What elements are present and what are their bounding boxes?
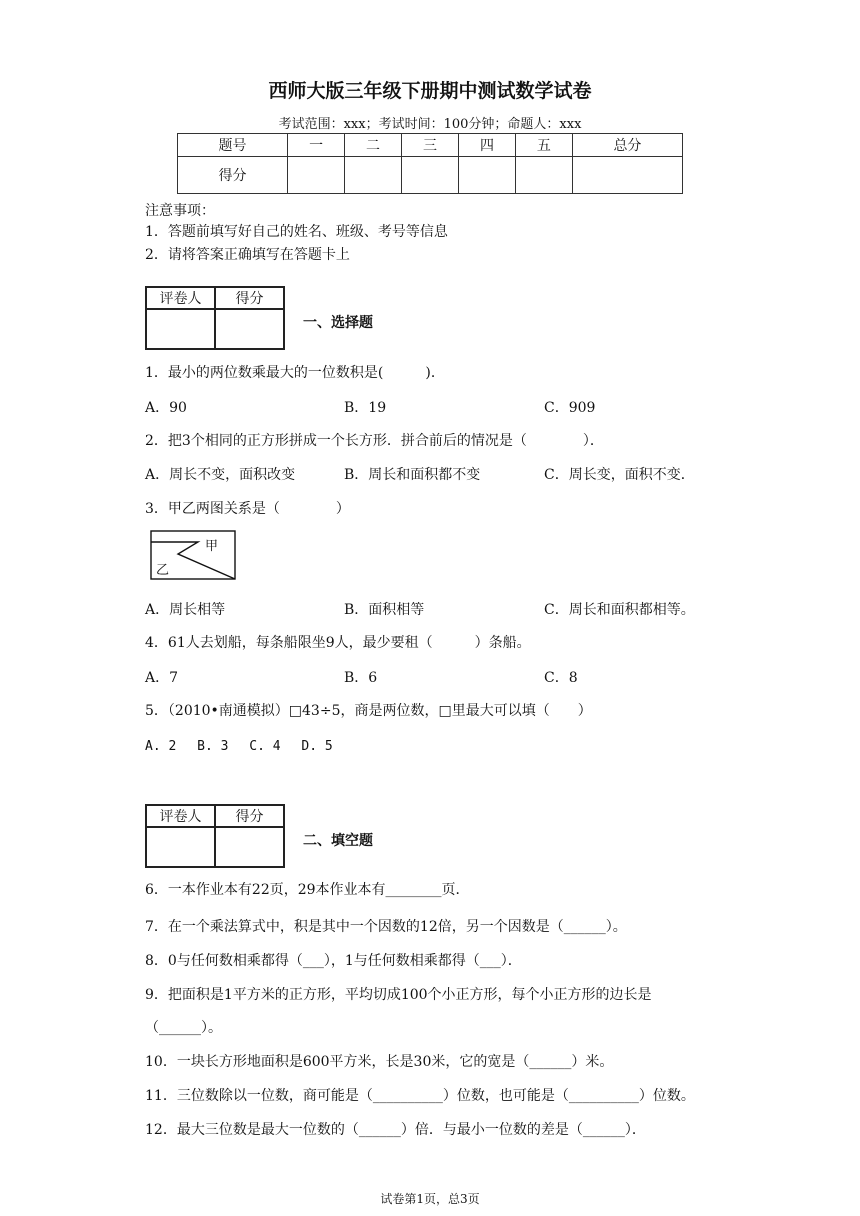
exam-subtitle: 考试范围：xxx；考试时间：100分钟；命题人：xxx (278, 117, 582, 132)
question-12: 12．最大三位数是最大一位数的（______）倍．与最小一位数的差是（______）． (145, 1122, 646, 1138)
score-header-cell: 二 (345, 134, 402, 157)
question-1: 1．最小的两位数乘最大的一位数积是( )． (145, 365, 445, 381)
grader-score-cell[interactable] (215, 827, 284, 867)
grader-name-cell[interactable] (146, 827, 215, 867)
score-table-score-row (178, 157, 683, 194)
question-4: 4．61人去划船，每条船限坐9人，最少要租（ ）条船。 (145, 635, 531, 651)
grader-box (145, 286, 285, 350)
section-title: 一、选择题 (303, 315, 373, 331)
score-cell[interactable] (345, 157, 402, 194)
question-5-options[interactable]: A. 2 B. 3 C. 4 D. 5 (145, 739, 333, 754)
score-table-header-row (178, 134, 683, 157)
question-6: 6．一本作业本有22页，29本作业本有________页． (145, 882, 470, 898)
score-cell[interactable] (572, 157, 682, 194)
question-2: 2．把3个相同的正方形拼成一个长方形．拼合前后的情况是（ ）． (145, 433, 604, 449)
option-a[interactable]: A．周长不变，面积改变 (145, 467, 296, 483)
question-9-continued: （______）。 (145, 1020, 222, 1036)
section-title: 二、填空题 (303, 833, 373, 849)
score-cell[interactable] (402, 157, 459, 194)
notes-heading: 注意事项： (145, 203, 215, 219)
question-9: 9．把面积是1平方米的正方形，平均切成100个小正方形，每个小正方形的边长是 (145, 987, 652, 1003)
option-a[interactable]: A．7 (145, 670, 179, 686)
option-b[interactable]: B．6 (344, 670, 378, 686)
note-item: 2．请将答案正确填写在答题卡上 (145, 247, 350, 263)
score-cell[interactable] (288, 157, 345, 194)
question-3: 3．甲乙两图关系是（ ） (145, 501, 350, 517)
grader-score-label: 得分 (215, 287, 284, 309)
score-header-cell: 四 (458, 134, 515, 157)
score-cell[interactable] (515, 157, 572, 194)
option-b[interactable]: B．19 (344, 400, 387, 416)
option-b[interactable]: B．周长和面积都不变 (344, 467, 481, 483)
score-row-label: 得分 (178, 157, 288, 194)
note-item: 1．答题前填写好自己的姓名、班级、考号等信息 (145, 224, 448, 240)
option-c[interactable]: C．8 (544, 670, 578, 686)
score-header-cell: 一 (288, 134, 345, 157)
figure-label-jia: 甲 (205, 539, 219, 554)
question-10: 10．一块长方形地面积是600平方米，长是30米，它的宽是（______）米。 (145, 1054, 614, 1070)
grader-box (145, 804, 285, 868)
option-a[interactable]: A．90 (145, 400, 187, 416)
score-table (177, 133, 683, 194)
score-cell[interactable] (458, 157, 515, 194)
option-c[interactable]: C．909 (544, 400, 596, 416)
question-5: 5．（2010•南通模拟）□43÷5，商是两位数，□里最大可以填（ ） (145, 703, 592, 719)
exam-title: 西师大版三年级下册期中测试数学试卷 (268, 80, 592, 102)
grader-name-cell[interactable] (146, 309, 215, 349)
option-c[interactable]: C．周长变，面积不变． (544, 467, 695, 483)
score-header-cell: 三 (402, 134, 459, 157)
grader-score-label: 得分 (215, 805, 284, 827)
grader-score-cell[interactable] (215, 309, 284, 349)
rectangle-split-figure (150, 530, 238, 582)
option-b[interactable]: B．面积相等 (344, 602, 425, 618)
question-8: 8．0与任何数相乘都得（___），1与任何数相乘都得（___）． (145, 953, 522, 969)
question-11: 11．三位数除以一位数，商可能是（__________）位数，也可能是（__________）位数。 (145, 1088, 695, 1104)
grader-label: 评卷人 (146, 805, 215, 827)
option-a[interactable]: A．周长相等 (145, 602, 226, 618)
score-header-cell: 总分 (572, 134, 682, 157)
figure-label-yi: 乙 (156, 563, 170, 578)
question-7: 7．在一个乘法算式中，积是其中一个因数的12倍，另一个因数是（______）。 (145, 919, 627, 935)
score-header-cell: 五 (515, 134, 572, 157)
score-header-cell: 题号 (178, 134, 288, 157)
option-c[interactable]: C．周长和面积都相等。 (544, 602, 695, 618)
grader-label: 评卷人 (146, 287, 215, 309)
page-footer: 试卷第1页，总3页 (380, 1192, 480, 1206)
